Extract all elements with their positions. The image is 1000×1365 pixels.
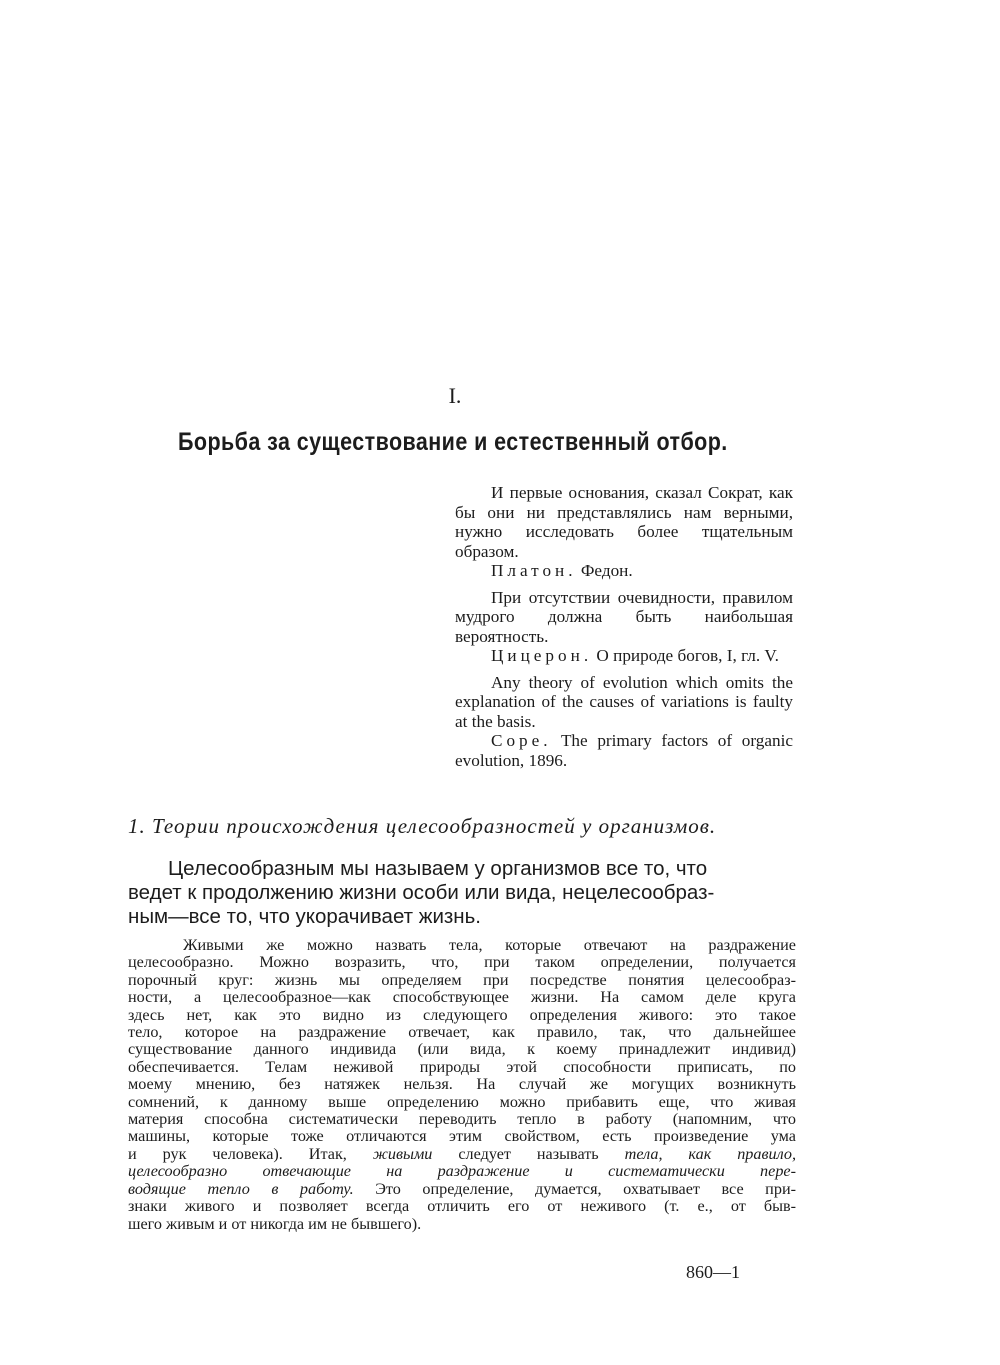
epigraph-quote: И первые основания, сказал Сократ, как бы они ни представлялись нам верными, нужно исследовать более тщательным образом. (455, 483, 793, 561)
body-line-mixed (128, 1146, 796, 1163)
epigraph (455, 673, 793, 771)
lead-line: Целесообразным мы называем у организмов все то, что (168, 857, 708, 880)
body-line: ности, а целесообразное—как способствующее жизни. На самом деле круга (128, 988, 796, 1007)
body-paragraph (128, 937, 796, 1233)
section-title: 1. Теории происхождения целесообразностей у организмов. (128, 814, 717, 838)
emphasis-text: тела, как правило, (624, 1144, 797, 1163)
emphasis-text: водящие тепло в работу. (128, 1179, 354, 1198)
epigraph-quote: Any theory of evolution which omits the explanation of the causes of variations is faulty at the basis. (455, 672, 793, 731)
body-line: здесь нет, как это видно из следующего определения живого: это такое (128, 1005, 796, 1024)
epigraph-source (455, 561, 793, 581)
lead-paragraph (128, 857, 796, 929)
body-line: машины, которые тоже отличаются этим свойством, есть произведение ума (128, 1127, 796, 1146)
body-text: и рук человека). Итак, (128, 1144, 347, 1163)
body-line: обеспечивается. Телам неживой природы этой способности приписать, по (128, 1057, 796, 1076)
emphasis-text: живыми (372, 1144, 433, 1163)
body-line: порочный круг: жизнь мы определяем при посредстве понятия целесообраз- (128, 970, 796, 989)
chapter-number: I. (448, 383, 462, 408)
body-line: существование данного индивида (или вида, к коему принадлежит индивид) (128, 1040, 796, 1059)
epigraph-quote: При отсутствии очевидности, правилом мудрого должна быть наибольшая вероятность. (455, 587, 793, 646)
body-line: Живыми же можно назвать тела, которые отвечают на раздражение (183, 936, 796, 954)
body-line: материя способна систематически переводить тепло в работу (напомним, что (128, 1110, 796, 1129)
body-line: шего живым и от никогда им не бывшего). (128, 1214, 422, 1233)
epigraph-work: О природе богов, I, гл. V. (596, 646, 779, 665)
epigraph (455, 483, 793, 581)
epigraph-work: Федон. (580, 561, 633, 580)
body-text: следует называть (458, 1144, 599, 1163)
chapter-title: Борьба за существование и естественный отбор. (178, 428, 728, 456)
epigraph-author: Cope. (491, 731, 552, 750)
body-line: сомнений, к данному выше определению можно прибавить еще, что живая (128, 1092, 796, 1111)
signature-mark: 860—1 (686, 1262, 740, 1282)
epigraph-author: Платон. (491, 561, 577, 580)
body-line-mixed (128, 1181, 796, 1198)
body-text: Это определение, думается, охватывает все при- (375, 1179, 796, 1198)
body-line: тело, которое на раздражение отвечает, как правило, так, что дальнейшее (128, 1023, 796, 1042)
body-line: моему мнению, без натяжек нельзя. На случай же могущих возникнуть (128, 1075, 796, 1094)
body-line: целесообразно. Можно возразить, что, при таком определении, получается (128, 953, 796, 972)
lead-line: ведет к продолжению жизни особи или вида, нецелесообраз- (128, 881, 715, 904)
epigraph-source (455, 731, 793, 770)
epigraph-work: The primary factors of organic evolution, 1896. (455, 731, 793, 770)
emphasis-line: целесообразно отвечающие на раздражение и систематически пере- (128, 1162, 796, 1181)
epigraph-author: Цицерон. (491, 646, 593, 665)
epigraph (455, 588, 793, 666)
lead-line: ным—все то, что укорачивает жизнь. (128, 905, 482, 928)
epigraph-source (455, 646, 793, 666)
body-line: знаки живого и позволяет всегда отличить его от неживого (т. е., от быв- (128, 1197, 796, 1216)
epigraphs (455, 483, 793, 777)
